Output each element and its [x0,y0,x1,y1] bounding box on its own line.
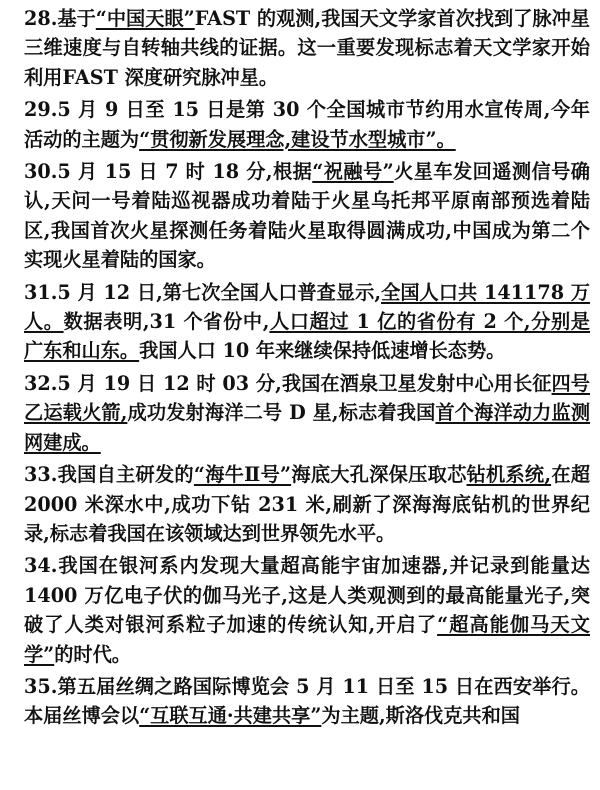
key-phrase: 四号乙运载火箭, [24,371,590,425]
news-item-33 [24,460,590,548]
key-phrase: “中国天眼” [95,7,195,30]
news-item-29 [24,95,590,154]
news-item-30 [24,157,590,275]
item-text: 在超 2000 米深水中,成功下钻 231 米,刷新了深海海底钻机的世界纪录,标志着我国在该领域达到世界领先水平。 [24,463,591,545]
item-text: 我国人口 10 年来继续保持低速增长态势。 [139,339,506,363]
item-text: 30.5 月 15 日 7 时 18 分,根据 [24,160,313,184]
news-item-32 [24,369,590,457]
key-phrase: “海牛Ⅱ号” [193,463,292,487]
key-phrase: 钻机系统, [466,463,552,487]
item-text: 成功发射海洋二号 D 星,标志着我国 [127,401,436,425]
news-item-34 [24,551,590,669]
news-item-31 [24,278,590,366]
key-phrase: “互联互通·共建共享” [139,704,322,728]
item-text: 为主题,斯洛伐克共和国 [321,704,520,728]
key-phrase: 首个海洋动力监测网建成。 [24,401,591,454]
key-phrase: 人口超过 1 亿的省份有 2 个,分别是广东和山东。 [24,310,590,363]
item-text: 海底大孔深保压取芯 [291,463,467,487]
item-text: 火星车发回遥测信号确认,天问一号着陆巡视器成功着陆于火星乌托邦平原南部预选着陆区,我国首次火星探测任务着陆火星取得圆满成功,中国成为第二个实现火星着陆的国家。 [24,160,590,272]
key-phrase: 全国人口共 141178 万人。 [24,280,590,334]
key-phrase: “祝融号” [312,160,394,184]
item-text: 的时代。 [54,642,131,666]
item-text: 28.基于 [24,7,96,30]
item-text: 35.第五届丝绸之路国际博览会 5 月 11 日至 15 日在西安举行。本届丝博会以 [24,674,590,728]
item-text: 29.5 月 9 日至 15 日是第 30 个全国城市节约用水宣传周,今年活动的主题为 [24,98,590,151]
key-phrase: “超高能伽马天文学” [24,613,590,666]
item-text: 31.5 月 12 日,第七次全国人口普查显示, [24,280,382,304]
item-text: FAST 的观测,我国天文学家首次找到了脉冲星三维速度与自转轴共线的证据。这一重要发现标志着天文学家开始利用FAST 深度研究脉冲星。 [24,7,590,89]
key-phrase: “贯彻新发展理念,建设节水型城市”。 [139,127,456,151]
item-text: 32.5 月 19 日 12 时 03 分,我国在酒泉卫星发射中心用长征 [24,371,552,395]
news-item-35 [24,672,590,731]
item-text: 数据表明,31 个省份中, [63,310,270,334]
item-text: 33.我国自主研发的 [24,463,194,487]
news-item-28 [24,4,590,92]
item-text: 34.我国在银河系内发现大量超高能宇宙加速器,并记录到能量达 1400 万亿电子伏的伽马光子,这是人类观测到的最高能量光子,突破了人类对银河系粒子加速的传统认知,开启了 [24,554,590,637]
